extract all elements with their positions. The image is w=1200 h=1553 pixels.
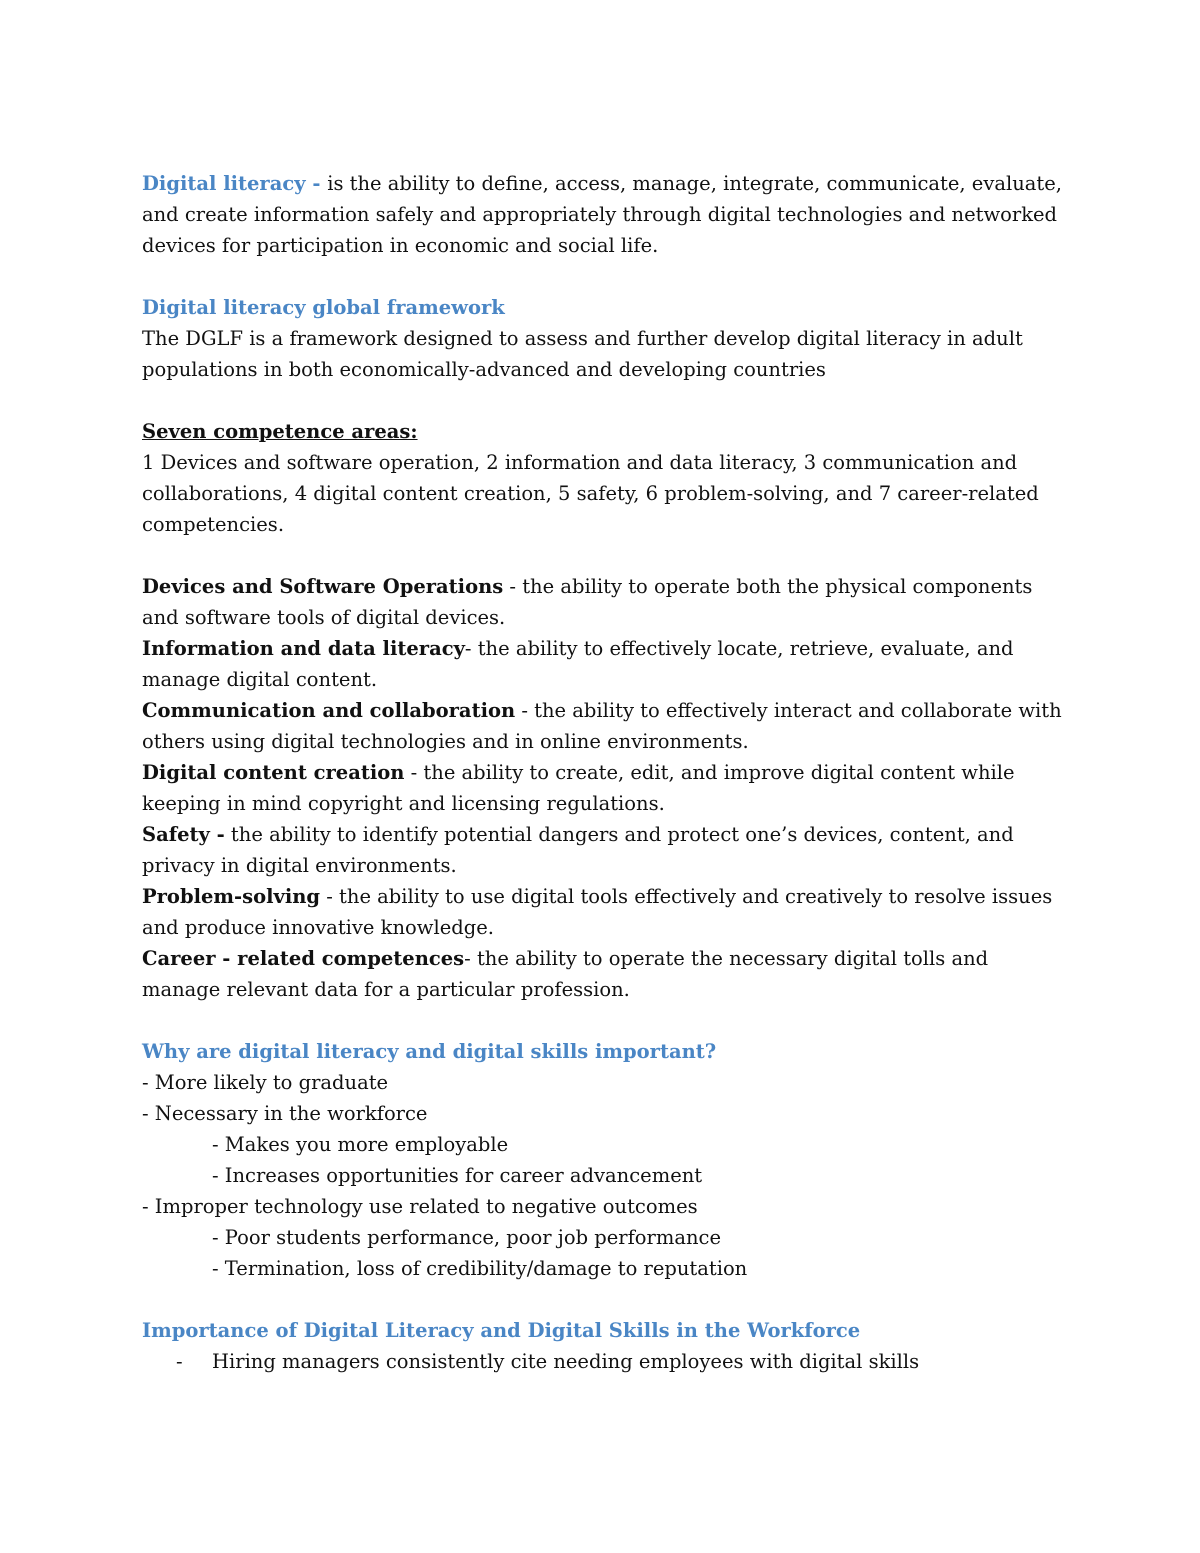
intro-paragraph bbox=[142, 168, 1072, 261]
list-bullet: - bbox=[176, 1350, 183, 1373]
competence-heading bbox=[142, 416, 1072, 447]
why-list-subitem: - Termination, loss of credibility/damage to reputation bbox=[212, 1257, 748, 1280]
competence-text: 1 Devices and software operation, 2 information and data literacy, 3 communication and collaborations, 4 digital content creation, 5 safety, 6 problem-solving, and 7 career-related competencies. bbox=[142, 451, 1039, 536]
why-list-item: - Necessary in the workforce bbox=[142, 1102, 428, 1125]
definition-text: - the ability to operate both the physical components and software tools of digital devices. bbox=[142, 575, 1033, 629]
definition-item bbox=[142, 695, 1072, 757]
intro-term: Digital literacy - bbox=[142, 172, 328, 195]
definition-term: Communication and collaboration bbox=[142, 699, 516, 722]
definition-text: the ability to identify potential dangers and protect one’s devices, content, and privacy in digital environments. bbox=[142, 823, 1014, 877]
why-list-item: - More likely to graduate bbox=[142, 1071, 389, 1094]
importance-item-text: Hiring managers consistently cite needing employees with digital skills bbox=[212, 1350, 920, 1373]
definition-term: Problem-solving bbox=[142, 885, 321, 908]
definition-term: Digital content creation bbox=[142, 761, 405, 784]
definition-term: Safety - bbox=[142, 823, 225, 846]
why-list-subitem: - Increases opportunities for career advancement bbox=[212, 1164, 703, 1187]
definition-text: - the ability to effectively interact and collaborate with others using digital technologies and in online environments. bbox=[142, 699, 1062, 753]
definition-item bbox=[142, 819, 1072, 881]
why-list-subitem: - Makes you more employable bbox=[212, 1133, 509, 1156]
definition-term: Information and data literacy bbox=[142, 637, 465, 660]
definition-text: - the ability to create, edit, and improve digital content while keeping in mind copyright and licensing regulations. bbox=[142, 761, 1015, 815]
importance-heading: Importance of Digital Literacy and Digital Skills in the Workforce bbox=[142, 1319, 861, 1342]
definition-item bbox=[142, 943, 1072, 1005]
definition-term: Career - related competences bbox=[142, 947, 465, 970]
definition-text: - the ability to use digital tools effectively and creatively to resolve issues and produce innovative knowledge. bbox=[142, 885, 1053, 939]
definition-item bbox=[142, 633, 1072, 695]
importance-list-item bbox=[142, 1346, 1080, 1377]
why-heading: Why are digital literacy and digital skills important? bbox=[142, 1040, 717, 1063]
why-list-item: - Improper technology use related to negative outcomes bbox=[142, 1195, 698, 1218]
why-list-subitem: - Poor students performance, poor job performance bbox=[212, 1226, 722, 1249]
definition-item bbox=[142, 757, 1072, 819]
definition-term: Devices and Software Operations bbox=[142, 575, 504, 598]
definition-text: - the ability to operate the necessary digital tolls and manage relevant data for a particular profession. bbox=[142, 947, 989, 1001]
intro-text: is the ability to define, access, manage, integrate, communicate, evaluate, and create information safely and appropriately through digital technologies and networked devices for participation in economic and social life. bbox=[142, 172, 1062, 257]
competence-heading-text: Seven competence areas: bbox=[142, 420, 418, 443]
framework-heading: Digital literacy global framework bbox=[142, 296, 505, 319]
definition-item bbox=[142, 881, 1072, 943]
definition-text: - the ability to effectively locate, retrieve, evaluate, and manage digital content. bbox=[142, 637, 1014, 691]
definition-item bbox=[142, 571, 1072, 633]
framework-text: The DGLF is a framework designed to assess and further develop digital literacy in adult populations in both economically-advanced and developing countries bbox=[142, 327, 1023, 381]
